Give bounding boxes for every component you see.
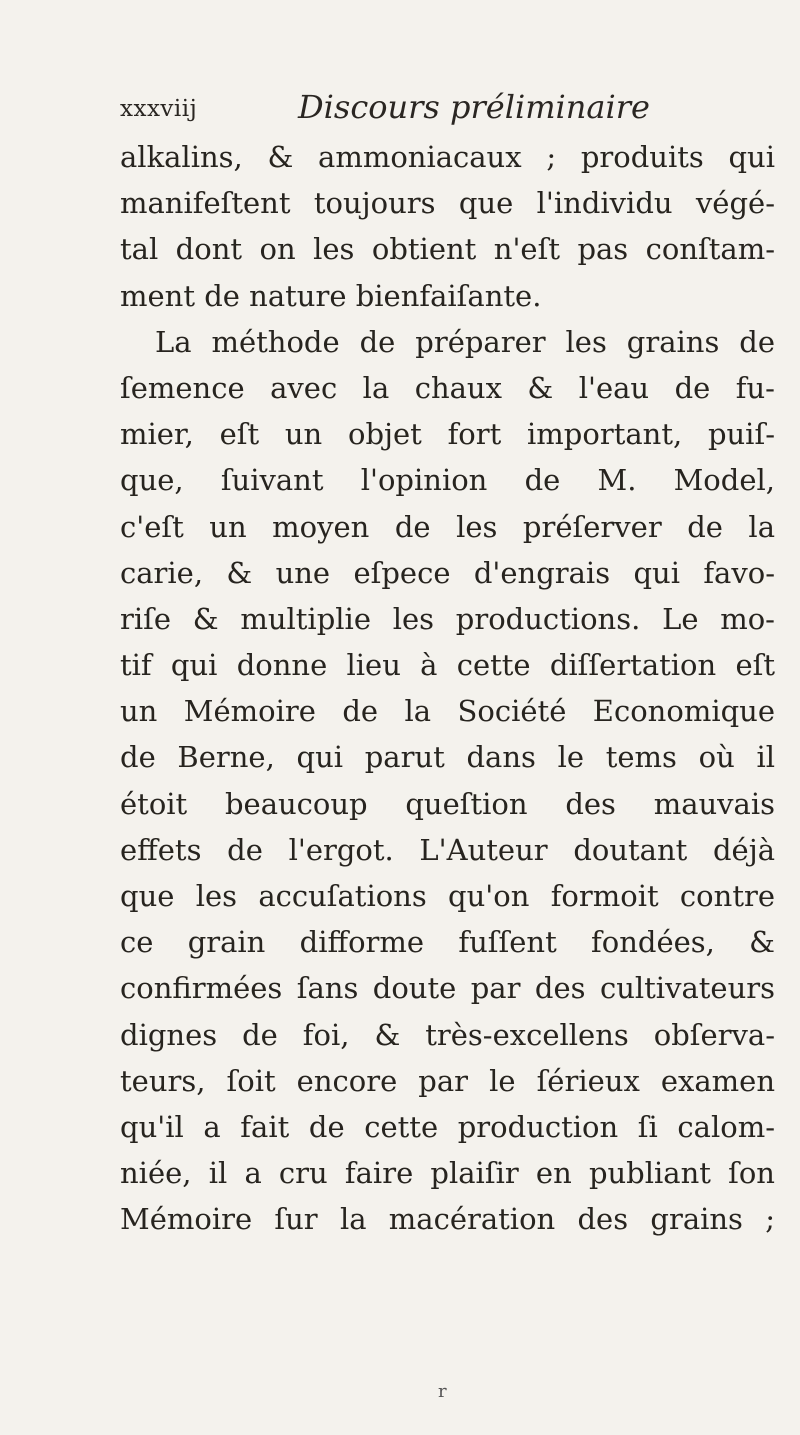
text-line: qu'il a fait de cette production ſi calom- — [120, 1109, 775, 1144]
text-line: carie, & une eſpece d'engrais qui favo- — [120, 555, 775, 590]
running-title: Discours préliminaire — [298, 88, 650, 126]
text-line: ce grain difforme fuſſent fondées, & — [120, 925, 775, 960]
text-line: de Berne, qui parut dans le tems où il — [120, 740, 775, 775]
text-line: effets de l'ergot. L'Auteur doutant déjà — [120, 832, 775, 867]
page-header — [120, 88, 770, 130]
text-line: que, ſuivant l'opinion de M. Model, — [120, 463, 775, 498]
text-line: ment de nature bienfaiſante. — [120, 278, 542, 313]
text-line: manifeſtent toujours que l'individu végé- — [120, 186, 775, 221]
page-number: xxxviij — [120, 96, 198, 122]
text-line: tif qui donne lieu à cette diſſertation eſt — [120, 648, 775, 683]
text-line: La méthode de préparer les grains de — [155, 324, 775, 359]
text-line: un Mémoire de la Société Economique — [120, 694, 775, 729]
text-line: ſemence avec la chaux & l'eau de fu- — [120, 370, 775, 405]
text-line: riſe & multiplie les productions. Le mo- — [120, 601, 775, 636]
text-line: alkalins, & ammoniacaux ; produits qui — [120, 140, 775, 174]
text-line: étoit beaucoup queſtion des mauvais — [120, 786, 775, 821]
text-line: mier, eſt un objet fort important, puiſ- — [120, 417, 775, 452]
text-line: tal dont on les obtient n'eſt pas conſtam- — [120, 232, 775, 267]
text-line: niée, il a cru faire plaiſir en publiant ſon — [120, 1156, 775, 1191]
signature-mark: r — [438, 1381, 447, 1402]
text-line: que les accuſations qu'on formoit contre — [120, 879, 775, 913]
text-line: c'eſt un moyen de les préſerver de la — [120, 509, 775, 544]
text-line: confirmées ſans doute par des cultivateurs — [120, 971, 775, 1006]
text-line: teurs, ſoit encore par le ſérieux examen — [120, 1063, 775, 1098]
text-line: Mémoire ſur la macération des grains ; — [120, 1202, 775, 1237]
body-text — [120, 134, 775, 1243]
text-line: dignes de foi, & très-excellens obſerva- — [120, 1017, 775, 1052]
